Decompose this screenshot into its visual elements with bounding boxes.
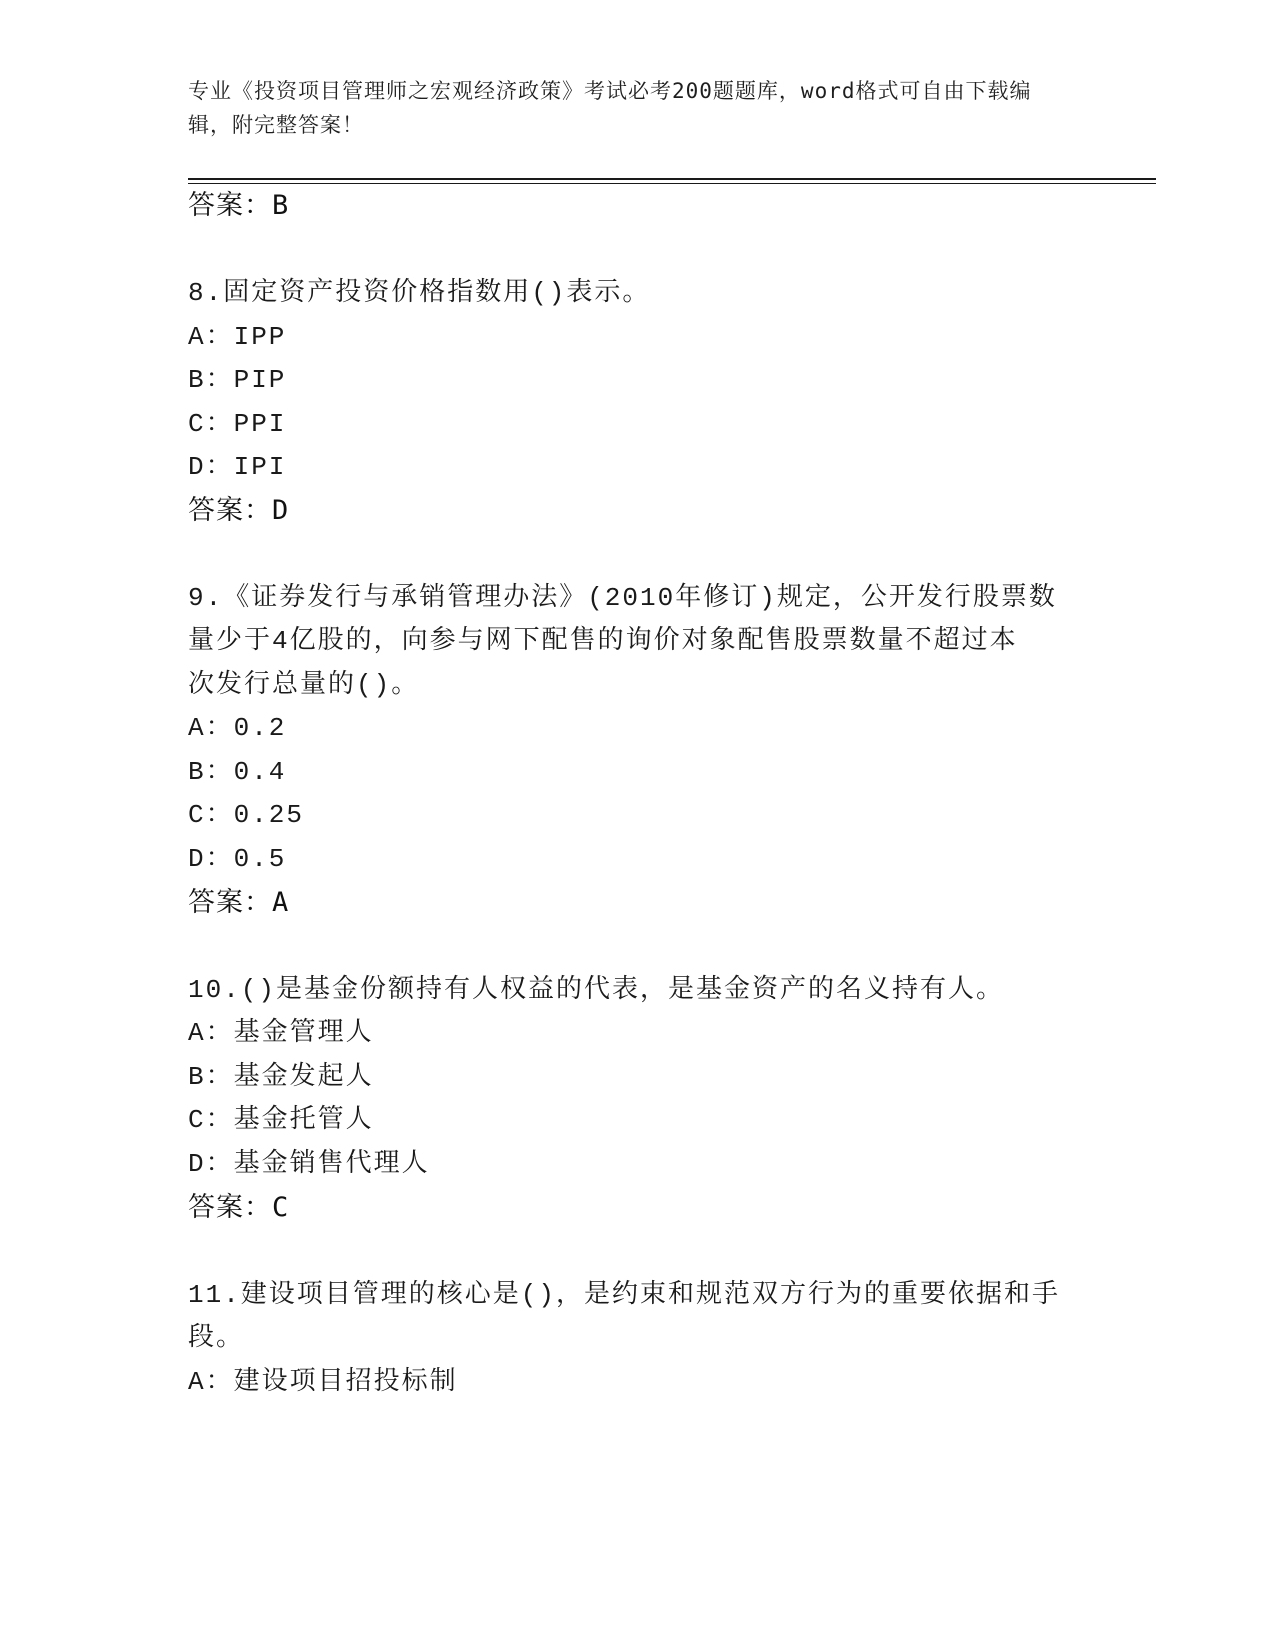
question-9-option-d: D：0.5 xyxy=(188,844,287,874)
question-10-option-a: A：基金管理人 xyxy=(188,1018,374,1048)
question-11-option-a: A：建设项目招投标制 xyxy=(188,1367,458,1397)
question-10-option-b: B：基金发起人 xyxy=(188,1062,374,1092)
question-9-text-line-1: 9.《证券发行与承销管理办法》(2010年修订)规定，公开发行股票数 xyxy=(188,583,1057,613)
question-10-text: 10.()是基金份额持有人权益的代表，是基金资产的名义持有人。 xyxy=(188,975,1005,1005)
question-8-option-c: C：PPI xyxy=(188,409,287,439)
question-10-answer: 答案：C xyxy=(188,1192,290,1223)
question-9-answer: 答案：A xyxy=(188,887,290,918)
question-11-text-line-1: 11.建设项目管理的核心是()，是约束和规范双方行为的重要依据和手 xyxy=(188,1280,1061,1310)
question-8-option-b: B：PIP xyxy=(188,365,287,395)
question-9-option-b: B：0.4 xyxy=(188,757,287,787)
question-9-text-line-2: 量少于4亿股的，向参与网下配售的询价对象配售股票数量不超过本 xyxy=(188,626,1018,656)
question-10-option-c: C：基金托管人 xyxy=(188,1105,374,1135)
question-8-answer: 答案：D xyxy=(188,495,290,526)
question-8-option-d: D：IPI xyxy=(188,452,287,482)
question-10-option-d: D：基金销售代理人 xyxy=(188,1149,430,1179)
question-8-option-a: A：IPP xyxy=(188,322,287,352)
answer-line: 答案：B xyxy=(188,190,290,221)
header-divider xyxy=(188,178,1156,184)
question-8-text: 8.固定资产投资价格指数用()表示。 xyxy=(188,278,651,308)
document-header-description: 专业《投资项目管理师之宏观经济政策》考试必考200题题库，word格式可自由下载编辑，附完整答案！ xyxy=(188,79,1032,137)
question-11-text-line-2: 段。 xyxy=(188,1323,245,1353)
question-9-text-line-3: 次发行总量的()。 xyxy=(188,670,420,700)
question-9-option-c: C：0.25 xyxy=(188,800,305,830)
question-9-option-a: A：0.2 xyxy=(188,713,287,743)
